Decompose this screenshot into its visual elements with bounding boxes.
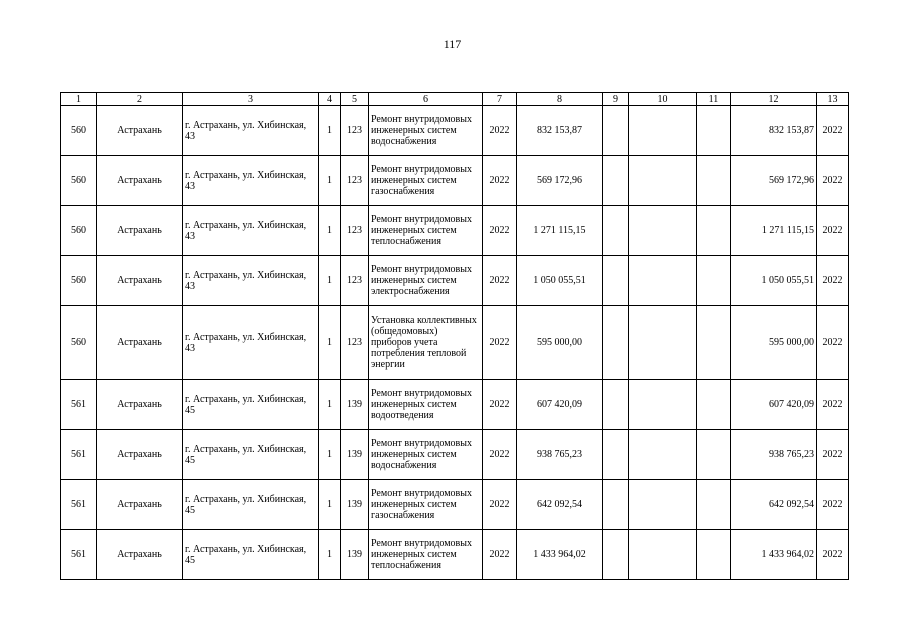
column-header: 9 [603, 93, 629, 106]
column-5-cell: 123 [341, 306, 369, 380]
column-10-cell [629, 430, 697, 480]
column-header: 2 [97, 93, 183, 106]
column-5-cell: 123 [341, 256, 369, 306]
year-cell: 2022 [483, 106, 517, 156]
table-row [61, 480, 849, 530]
column-header: 1 [61, 93, 97, 106]
row-number-cell: 560 [61, 156, 97, 206]
column-4-cell: 1 [319, 430, 341, 480]
column-13-cell: 2022 [817, 306, 849, 380]
city-cell: Астрахань [97, 380, 183, 430]
city-cell: Астрахань [97, 256, 183, 306]
work-type-cell: Ремонт внутридомовых инженерных систем теплоснабжения [369, 206, 483, 256]
year-cell: 2022 [483, 256, 517, 306]
column-10-cell [629, 380, 697, 430]
table-row [61, 306, 849, 380]
address-cell: г. Астрахань, ул. Хибинская, 45 [183, 430, 319, 480]
table-row [61, 206, 849, 256]
city-cell: Астрахань [97, 530, 183, 580]
city-cell: Астрахань [97, 480, 183, 530]
column-9-cell [603, 206, 629, 256]
column-5-cell: 123 [341, 206, 369, 256]
column-5-cell: 139 [341, 530, 369, 580]
table-row [61, 380, 849, 430]
cost-cell: 569 172,96 [517, 156, 603, 206]
column-11-cell [697, 530, 731, 580]
column-5-cell: 139 [341, 480, 369, 530]
table-row [61, 106, 849, 156]
column-13-cell: 2022 [817, 380, 849, 430]
column-13-cell: 2022 [817, 256, 849, 306]
column-11-cell [697, 256, 731, 306]
column-header: 11 [697, 93, 731, 106]
city-cell: Астрахань [97, 156, 183, 206]
column-10-cell [629, 256, 697, 306]
column-13-cell: 2022 [817, 156, 849, 206]
address-cell: г. Астрахань, ул. Хибинская, 43 [183, 106, 319, 156]
cost-cell: 1 271 115,15 [517, 206, 603, 256]
cost-cell: 832 153,87 [517, 106, 603, 156]
column-header: 13 [817, 93, 849, 106]
column-header: 4 [319, 93, 341, 106]
column-header: 6 [369, 93, 483, 106]
column-12-cell: 642 092,54 [731, 480, 817, 530]
column-4-cell: 1 [319, 380, 341, 430]
work-type-cell: Ремонт внутридомовых инженерных систем водоснабжения [369, 430, 483, 480]
column-9-cell [603, 256, 629, 306]
cost-cell: 938 765,23 [517, 430, 603, 480]
column-4-cell: 1 [319, 156, 341, 206]
city-cell: Астрахань [97, 106, 183, 156]
column-10-cell [629, 106, 697, 156]
column-12-cell: 607 420,09 [731, 380, 817, 430]
column-13-cell: 2022 [817, 530, 849, 580]
row-number-cell: 561 [61, 530, 97, 580]
column-11-cell [697, 206, 731, 256]
work-type-cell: Ремонт внутридомовых инженерных систем водоснабжения [369, 106, 483, 156]
repair-schedule-table [60, 92, 849, 580]
column-5-cell: 123 [341, 106, 369, 156]
column-4-cell: 1 [319, 106, 341, 156]
column-header: 7 [483, 93, 517, 106]
row-number-cell: 560 [61, 206, 97, 256]
column-11-cell [697, 106, 731, 156]
column-13-cell: 2022 [817, 206, 849, 256]
address-cell: г. Астрахань, ул. Хибинская, 43 [183, 156, 319, 206]
table-row [61, 530, 849, 580]
table-body [61, 106, 849, 580]
column-12-cell: 1 433 964,02 [731, 530, 817, 580]
address-cell: г. Астрахань, ул. Хибинская, 45 [183, 380, 319, 430]
cost-cell: 595 000,00 [517, 306, 603, 380]
column-4-cell: 1 [319, 480, 341, 530]
column-9-cell [603, 106, 629, 156]
column-5-cell: 139 [341, 380, 369, 430]
cost-cell: 642 092,54 [517, 480, 603, 530]
row-number-cell: 561 [61, 380, 97, 430]
column-10-cell [629, 530, 697, 580]
table-row [61, 256, 849, 306]
year-cell: 2022 [483, 480, 517, 530]
column-9-cell [603, 480, 629, 530]
column-12-cell: 938 765,23 [731, 430, 817, 480]
column-4-cell: 1 [319, 256, 341, 306]
column-header: 10 [629, 93, 697, 106]
column-10-cell [629, 480, 697, 530]
cost-cell: 1 050 055,51 [517, 256, 603, 306]
column-header: 12 [731, 93, 817, 106]
address-cell: г. Астрахань, ул. Хибинская, 45 [183, 480, 319, 530]
column-10-cell [629, 306, 697, 380]
column-11-cell [697, 380, 731, 430]
table-row [61, 156, 849, 206]
row-number-cell: 560 [61, 306, 97, 380]
column-11-cell [697, 430, 731, 480]
column-10-cell [629, 206, 697, 256]
column-5-cell: 123 [341, 156, 369, 206]
year-cell: 2022 [483, 156, 517, 206]
work-type-cell: Ремонт внутридомовых инженерных систем теплоснабжения [369, 530, 483, 580]
column-4-cell: 1 [319, 306, 341, 380]
column-9-cell [603, 380, 629, 430]
column-4-cell: 1 [319, 530, 341, 580]
column-9-cell [603, 306, 629, 380]
cost-cell: 1 433 964,02 [517, 530, 603, 580]
address-cell: г. Астрахань, ул. Хибинская, 43 [183, 206, 319, 256]
work-type-cell: Установка коллективных (общедомовых) приборов учета потребления тепловой энергии [369, 306, 483, 380]
year-cell: 2022 [483, 430, 517, 480]
row-number-cell: 561 [61, 430, 97, 480]
column-12-cell: 832 153,87 [731, 106, 817, 156]
column-12-cell: 595 000,00 [731, 306, 817, 380]
column-header: 8 [517, 93, 603, 106]
column-5-cell: 139 [341, 430, 369, 480]
city-cell: Астрахань [97, 206, 183, 256]
address-cell: г. Астрахань, ул. Хибинская, 43 [183, 256, 319, 306]
column-13-cell: 2022 [817, 430, 849, 480]
address-cell: г. Астрахань, ул. Хибинская, 45 [183, 530, 319, 580]
work-type-cell: Ремонт внутридомовых инженерных систем электроснабжения [369, 256, 483, 306]
year-cell: 2022 [483, 206, 517, 256]
column-9-cell [603, 430, 629, 480]
column-12-cell: 1 050 055,51 [731, 256, 817, 306]
column-12-cell: 1 271 115,15 [731, 206, 817, 256]
address-cell: г. Астрахань, ул. Хибинская, 43 [183, 306, 319, 380]
column-11-cell [697, 306, 731, 380]
column-9-cell [603, 156, 629, 206]
row-number-cell: 560 [61, 256, 97, 306]
column-number-row [61, 93, 849, 106]
cost-cell: 607 420,09 [517, 380, 603, 430]
column-13-cell: 2022 [817, 480, 849, 530]
work-type-cell: Ремонт внутридомовых инженерных систем газоснабжения [369, 480, 483, 530]
column-10-cell [629, 156, 697, 206]
column-11-cell [697, 480, 731, 530]
work-type-cell: Ремонт внутридомовых инженерных систем водоотведения [369, 380, 483, 430]
column-13-cell: 2022 [817, 106, 849, 156]
table-row [61, 430, 849, 480]
row-number-cell: 560 [61, 106, 97, 156]
year-cell: 2022 [483, 530, 517, 580]
page-number: 117 [443, 37, 462, 51]
column-4-cell: 1 [319, 206, 341, 256]
column-header: 3 [183, 93, 319, 106]
city-cell: Астрахань [97, 430, 183, 480]
year-cell: 2022 [483, 380, 517, 430]
column-11-cell [697, 156, 731, 206]
year-cell: 2022 [483, 306, 517, 380]
row-number-cell: 561 [61, 480, 97, 530]
column-9-cell [603, 530, 629, 580]
column-12-cell: 569 172,96 [731, 156, 817, 206]
work-type-cell: Ремонт внутридомовых инженерных систем газоснабжения [369, 156, 483, 206]
column-header: 5 [341, 93, 369, 106]
city-cell: Астрахань [97, 306, 183, 380]
